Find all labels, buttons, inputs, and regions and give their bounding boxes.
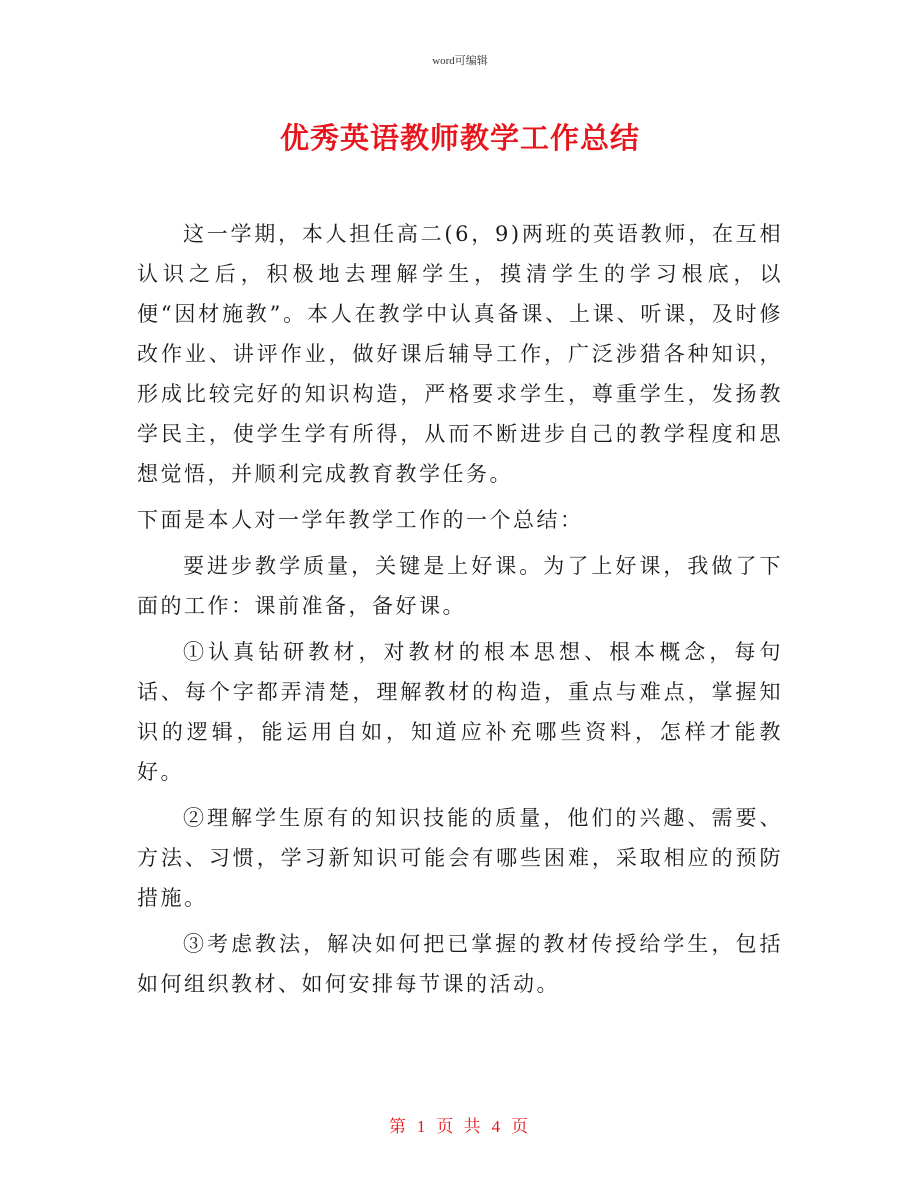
paragraph-key-point: 要进步教学质量，关键是上好课。为了上好课，我做了下面的工作：课前准备，备好课。 [137,554,783,618]
page-header: word可编辑 [432,55,488,67]
paragraph-summary-lead: 下面是本人对一学年教学工作的一个总结： [137,508,584,532]
paragraph-item-2: ②理解学生原有的知识技能的质量，他们的兴趣、需要、方法、习惯，学习新知识可能会有哪些困难，采取相应的预防措施。 [137,806,783,910]
footer-suffix: 页 [511,1117,532,1136]
footer-total-pages: 4 [491,1117,504,1136]
paragraph-item-3: ③考虑教法，解决如何把已掌握的教材传授给学生，包括如何组织教材、如何安排每节课的活动。 [137,932,783,996]
footer-middle: 页 共 [436,1117,484,1136]
document-body [137,214,783,1010]
paragraph-item-1: ①认真钻研教材，对教材的根本思想、根本概念，每句话、每个字都弄清楚，理解教材的构造，重点与难点，掌握知识的逻辑，能运用自如，知道应补充哪些资料，怎样才能教好。 [137,640,783,784]
document-title: 优秀英语教师教学工作总结 [279,121,640,155]
paragraph-intro: 这一学期，本人担任高二(6，9)两班的英语教师，在互相认识之后，积极地去理解学生，摸清学生的学习根底，以便“因材施教”。本人在教学中认真备课、上课、听课，及时修改作业、讲评作业，做好课后辅导工作，广泛涉猎各种知识，形成比较完好的知识构造，严格要求学生，尊重学生，发扬教学民主，使学生学有所得，从而不断进步自己的教学程度和思想觉悟，并顺利完成教育教学任务。 [137,222,783,486]
page-footer [0,1112,920,1137]
footer-prefix: 第 [388,1117,409,1136]
footer-current-page: 1 [416,1117,429,1136]
